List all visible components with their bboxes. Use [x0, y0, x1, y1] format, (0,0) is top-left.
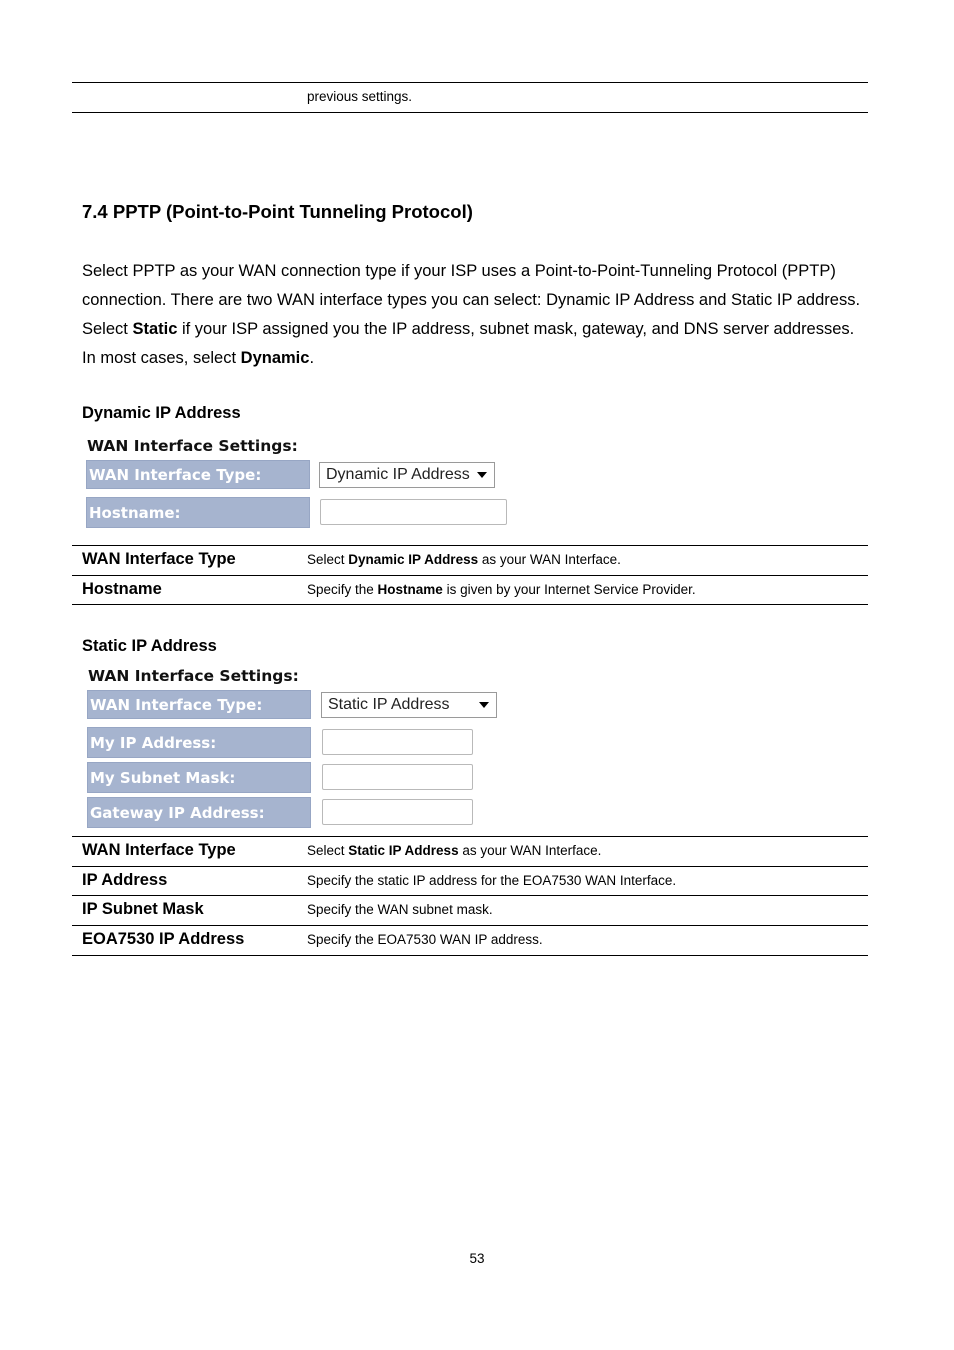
chevron-down-icon [477, 472, 487, 478]
static-row1-label: WAN Interface Type [82, 841, 236, 859]
dynamic-panel-title: WAN Interface Settings: [87, 437, 298, 455]
dynamic-heading: Dynamic IP Address [82, 404, 241, 422]
dynamic-row2-pre: Specify the [307, 582, 378, 597]
static-wan-type-label: WAN Interface Type: [87, 690, 311, 719]
static-row1-post: as your WAN Interface. [458, 843, 602, 858]
dynamic-hostname-label: Hostname: [86, 497, 310, 528]
static-row1-pre: Select [307, 843, 349, 858]
dynamic-wan-type-label: WAN Interface Type: [86, 460, 310, 489]
static-ip-input[interactable] [322, 729, 473, 755]
static-table-rule-5 [72, 955, 868, 956]
dynamic-table-rule-3 [72, 604, 868, 605]
intro-bold-static: Static [132, 320, 178, 338]
dynamic-wan-type-value: Dynamic IP Address [326, 466, 470, 483]
static-row2-label: IP Address [82, 871, 168, 889]
dynamic-row1-post: as your WAN Interface. [478, 552, 621, 567]
static-gateway-label: Gateway IP Address: [87, 797, 311, 828]
dynamic-row1-bold: Dynamic IP Address [348, 552, 479, 567]
static-table-rule-3 [72, 895, 868, 896]
static-row4-label: EOA7530 IP Address [82, 930, 245, 948]
static-heading: Static IP Address [82, 637, 217, 655]
static-row4-desc: Specify the EOA7530 WAN IP address. [307, 932, 543, 947]
dynamic-hostname-input[interactable] [320, 499, 507, 525]
static-ip-label: My IP Address: [87, 727, 311, 758]
top-table-desc: previous settings. [307, 89, 413, 104]
dynamic-table-rule-1 [72, 545, 868, 546]
dynamic-row1-pre: Select [307, 552, 349, 567]
static-wan-type-select[interactable] [321, 692, 497, 718]
intro-text-1: Select PPTP as your WAN connection type if your ISP uses a Point-to-Point-Tunneling Protocol (PPTP) connection. There are two WAN interface types you can select: Dynamic IP Address and Static IP address. Select [82, 262, 861, 338]
static-mask-input[interactable] [322, 764, 473, 790]
dynamic-row2-post: is given by your Internet Service Provider. [442, 582, 696, 597]
static-row3-desc: Specify the WAN subnet mask. [307, 902, 493, 917]
intro-text-3: . [309, 349, 315, 367]
static-table-rule-2 [72, 866, 868, 867]
dynamic-row2-label: Hostname [82, 580, 162, 598]
static-panel-title: WAN Interface Settings: [88, 667, 299, 685]
static-table-rule-1 [72, 836, 868, 837]
static-row3-label: IP Subnet Mask [82, 900, 204, 918]
static-row1-bold: Static IP Address [348, 843, 459, 858]
chevron-down-icon [479, 702, 489, 708]
dynamic-wan-type-select[interactable] [319, 462, 495, 488]
top-table-rule-bottom [72, 112, 868, 113]
static-wan-type-value: Static IP Address [328, 696, 450, 713]
intro-bold-dynamic: Dynamic [240, 349, 310, 367]
dynamic-table-rule-2 [72, 575, 868, 576]
dynamic-row2-bold: Hostname [377, 582, 443, 597]
static-row1-desc [307, 843, 601, 858]
page-number: 53 [469, 1251, 485, 1266]
intro-text-2: if your ISP assigned you the IP address, subnet mask, gateway, and DNS server addresses. In most cases, select [82, 320, 855, 367]
static-row2-desc: Specify the static IP address for the EOA7530 WAN Interface. [307, 873, 677, 888]
dynamic-row1-label: WAN Interface Type [82, 550, 236, 568]
section-heading: 7.4 PPTP (Point-to-Point Tunneling Protocol) [82, 201, 473, 222]
static-gateway-input[interactable] [322, 799, 473, 825]
static-table-rule-4 [72, 925, 868, 926]
dynamic-row2-desc [307, 582, 696, 597]
dynamic-row1-desc [307, 552, 621, 567]
intro-paragraph [82, 257, 872, 373]
top-table-rule-top [72, 82, 868, 83]
static-mask-label: My Subnet Mask: [87, 762, 311, 793]
